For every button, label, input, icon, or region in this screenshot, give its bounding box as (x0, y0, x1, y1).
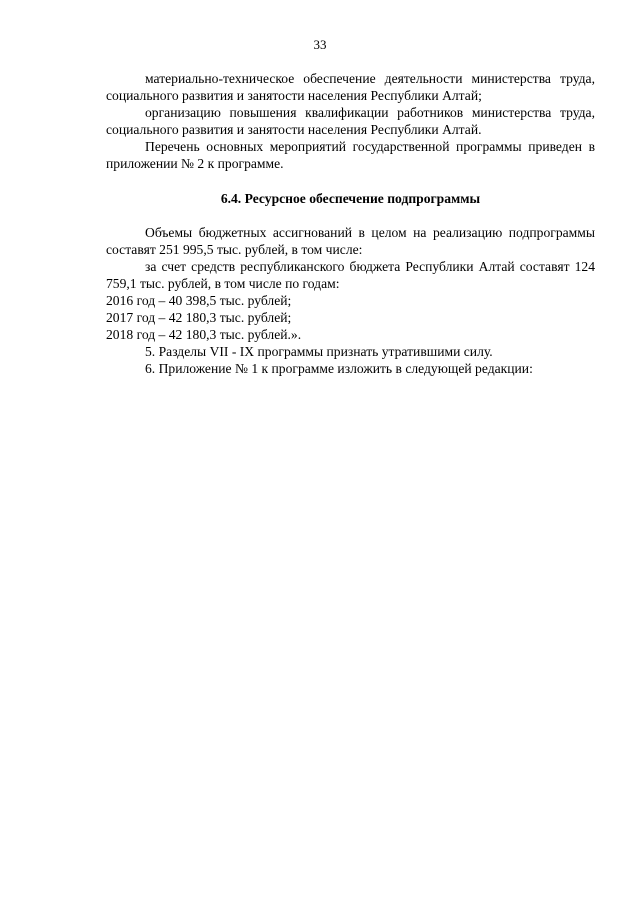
budget-year-2016: 2016 год – 40 398,5 тыс. рублей; (106, 293, 292, 308)
section-heading: 6.4. Ресурсное обеспечение подпрограммы (220, 191, 481, 206)
document-body (106, 70, 595, 377)
paragraph-material-support: материально-техническое обеспечение деятельности министерства труда, социального развития и занятости населения Республики Алтай; (106, 71, 595, 103)
paragraph-budget-total: Объемы бюджетных ассигнований в целом на реализацию подпрограммы составят 251 995,5 тыс. рублей, в том числе: (106, 225, 595, 257)
budget-year-2017: 2017 год – 42 180,3 тыс. рублей; (106, 310, 292, 325)
paragraph-activities-list: Перечень основных мероприятий государственной программы приведен в приложении № 2 к программе. (106, 139, 595, 171)
paragraph-item-6: 6. Приложение № 1 к программе изложить в следующей редакции: (145, 361, 533, 376)
paragraph-item-5: 5. Разделы VII - IX программы признать утратившими силу. (145, 344, 493, 359)
budget-year-2018: 2018 год – 42 180,3 тыс. рублей.». (106, 327, 302, 342)
paragraph-republic-budget: за счет средств республиканского бюджета Республики Алтай составят 124 759,1 тыс. рублей, в том числе по годам: (106, 259, 595, 291)
paragraph-qualification: организацию повышения квалификации работников министерства труда, социального развития и занятости населения Республики Алтай. (106, 105, 595, 137)
page-number: 33 (313, 37, 327, 52)
